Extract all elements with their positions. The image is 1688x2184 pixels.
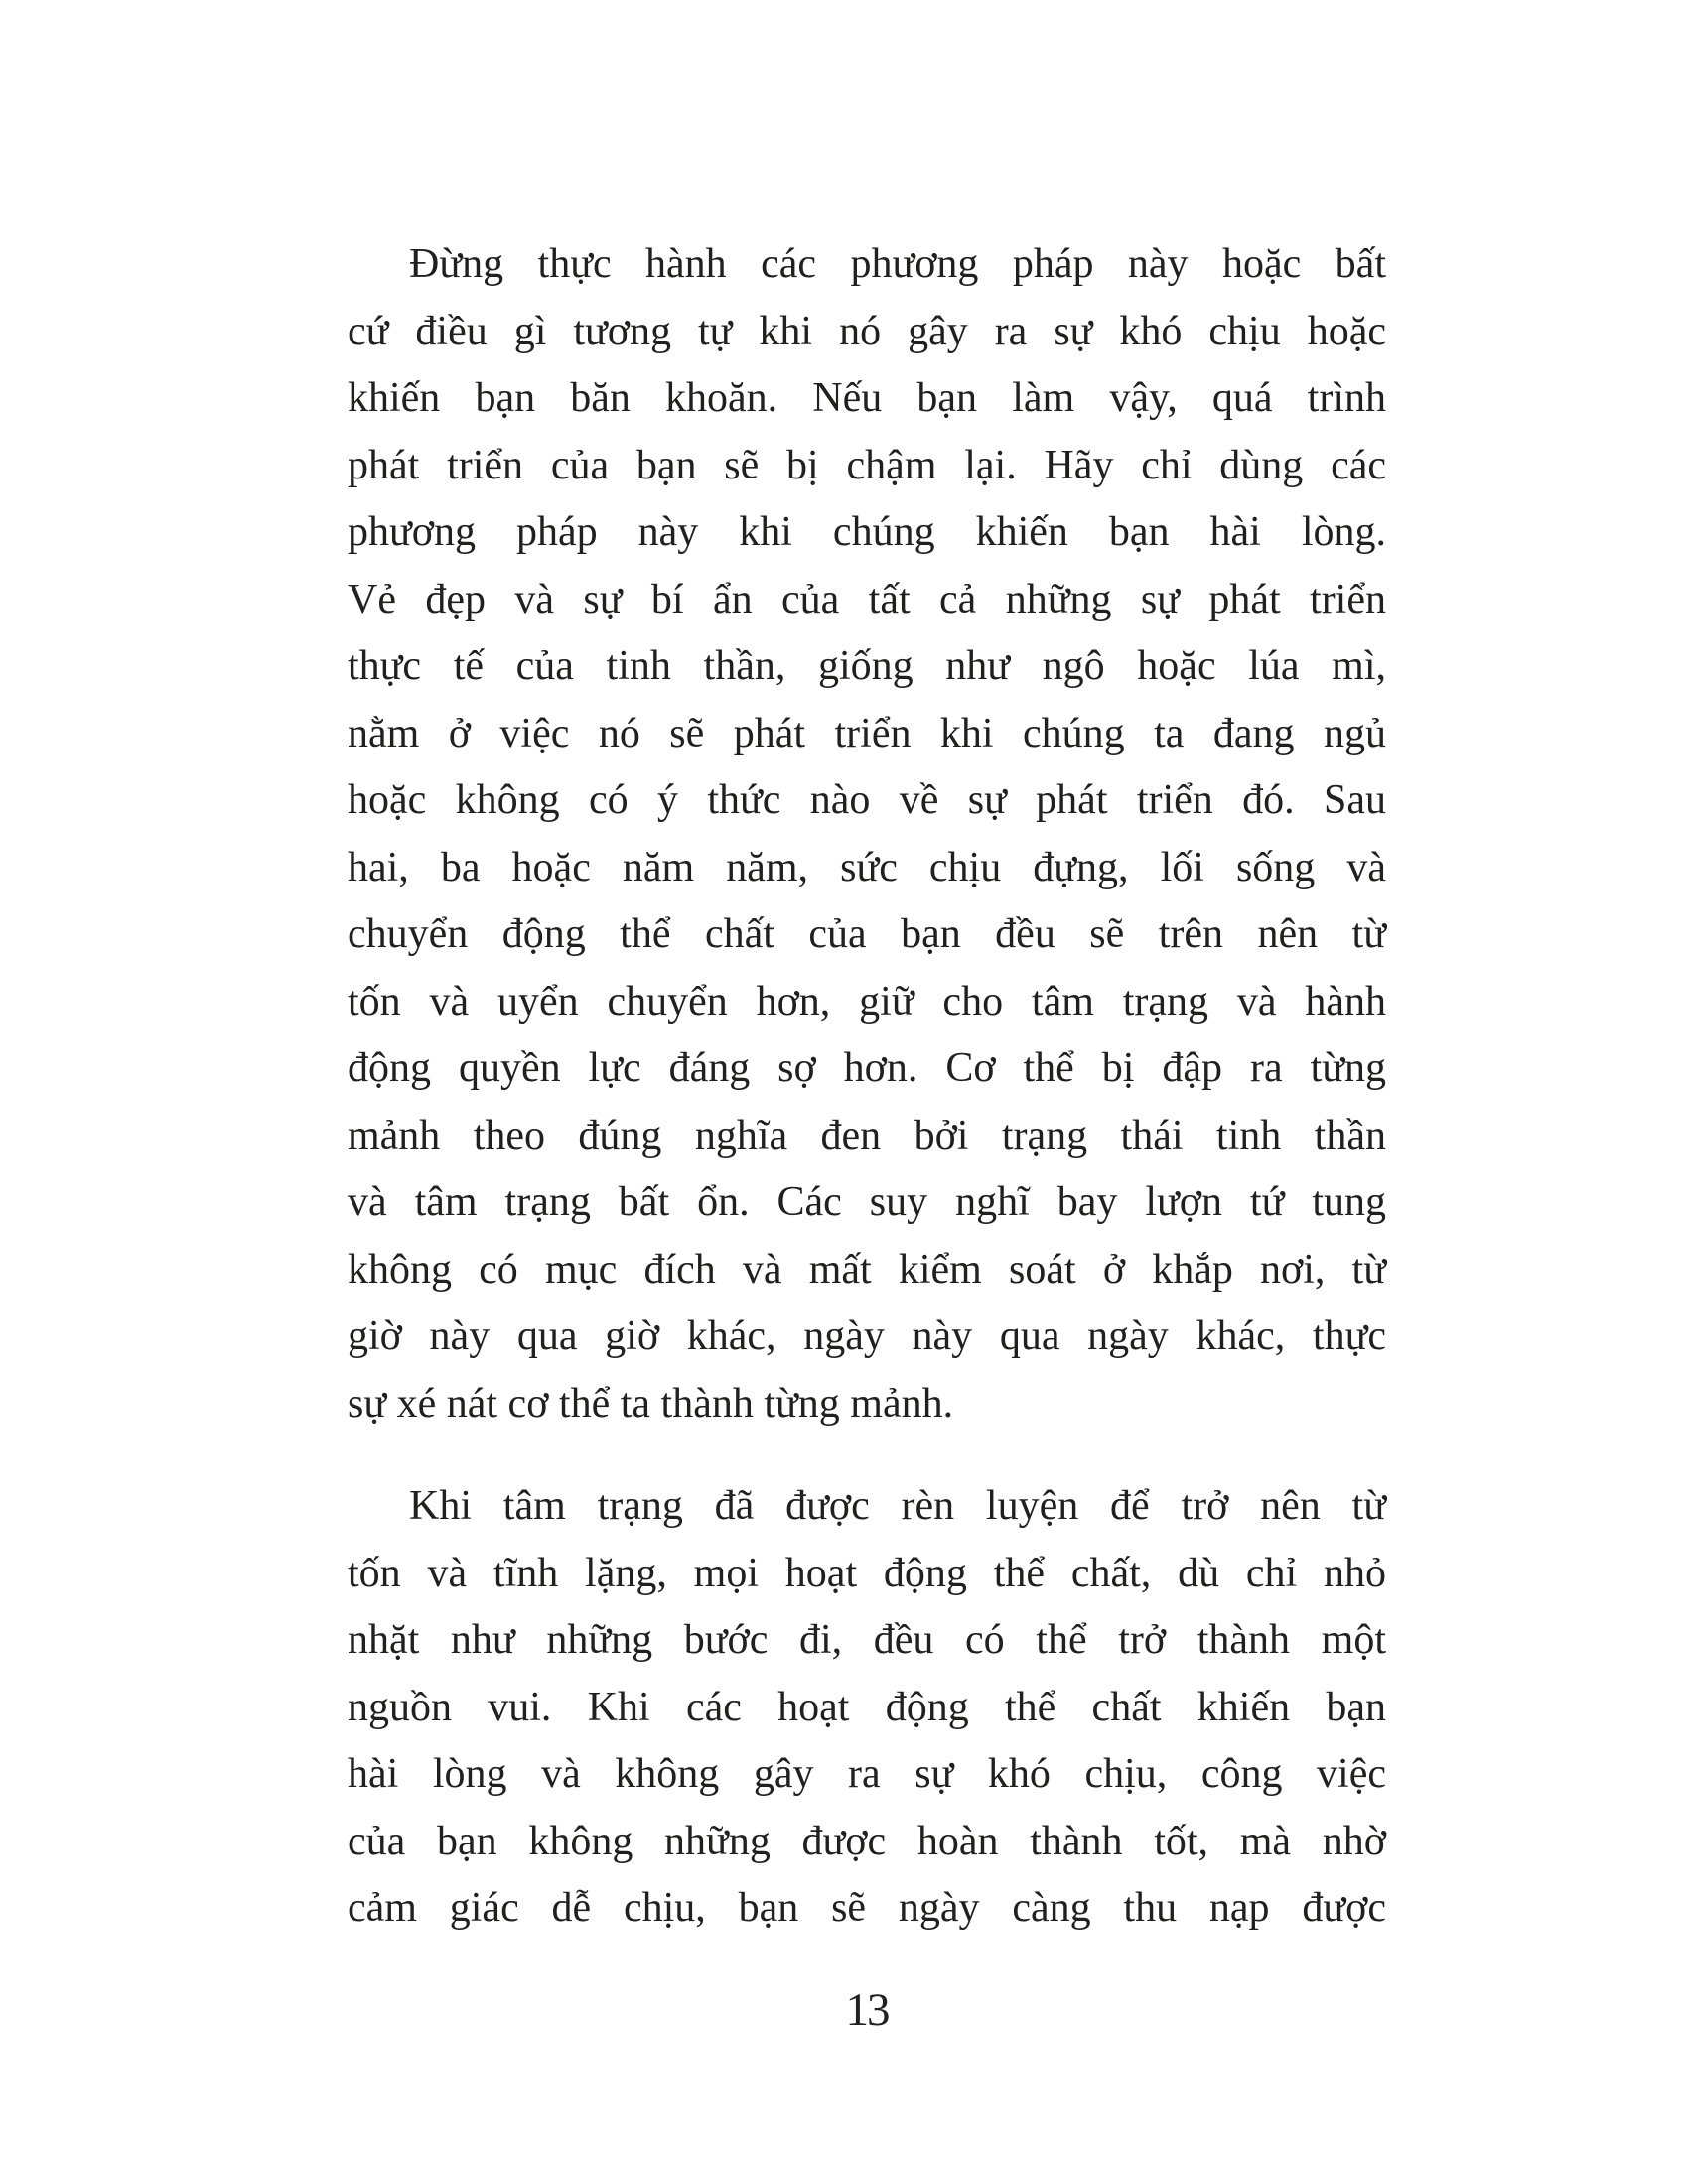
text-line: cứ điều gì tương tự khi nó gây ra sự khó chịu hoặc bbox=[348, 308, 1386, 354]
text-line: Khi tâm trạng đã được rèn luyện để trở nên từ bbox=[409, 1483, 1386, 1529]
text-line: khiến bạn băn khoăn. Nếu bạn làm vậy, quá trình bbox=[348, 375, 1386, 421]
page-number: 13 bbox=[845, 1984, 889, 2036]
paragraph bbox=[348, 231, 1386, 1437]
text-line: tốn và uyển chuyển hơn, giữ cho tâm trạng và hành bbox=[348, 978, 1386, 1024]
text-line: phát triển của bạn sẽ bị chậm lại. Hãy chỉ dùng các bbox=[348, 442, 1386, 488]
paragraph bbox=[348, 1473, 1386, 1943]
text-line: hoặc không có ý thức nào về sự phát triển đó. Sau bbox=[348, 777, 1386, 823]
text-line: động quyền lực đáng sợ hơn. Cơ thể bị đập ra từng bbox=[348, 1045, 1386, 1091]
text-line: cảm giác dễ chịu, bạn sẽ ngày càng thu nạp được bbox=[348, 1885, 1386, 1931]
text-line: hai, ba hoặc năm năm, sức chịu đựng, lối sống và bbox=[348, 844, 1386, 890]
body-text bbox=[348, 231, 1386, 1943]
text-line: nguồn vui. Khi các hoạt động thể chất khiến bạn bbox=[348, 1684, 1386, 1730]
text-line: thực tế của tinh thần, giống như ngô hoặc lúa mì, bbox=[348, 643, 1386, 689]
text-line: Vẻ đẹp và sự bí ẩn của tất cả những sự phát triển bbox=[348, 576, 1386, 622]
text-line: phương pháp này khi chúng khiến bạn hài lòng. bbox=[348, 509, 1386, 555]
text-line: không có mục đích và mất kiểm soát ở khắp nơi, từ bbox=[348, 1246, 1386, 1293]
text-line: và tâm trạng bất ổn. Các suy nghĩ bay lượn tứ tung bbox=[348, 1179, 1386, 1225]
text-line: chuyển động thể chất của bạn đều sẽ trên nên từ bbox=[348, 911, 1386, 957]
text-line: tốn và tĩnh lặng, mọi hoạt động thể chất, dù chỉ nhỏ bbox=[348, 1550, 1386, 1596]
text-line: hài lòng và không gây ra sự khó chịu, công việc bbox=[348, 1751, 1386, 1797]
text-line: Đừng thực hành các phương pháp này hoặc bất bbox=[409, 241, 1386, 287]
text-line: sự xé nát cơ thể ta thành từng mảnh. bbox=[348, 1380, 954, 1427]
text-line: nằm ở việc nó sẽ phát triển khi chúng ta đang ngủ bbox=[348, 710, 1386, 756]
text-line: giờ này qua giờ khác, ngày này qua ngày khác, thực bbox=[348, 1313, 1386, 1359]
text-line: nhặt như những bước đi, đều có thể trở thành một bbox=[348, 1617, 1386, 1663]
text-line: mảnh theo đúng nghĩa đen bởi trạng thái tinh thần bbox=[348, 1112, 1386, 1159]
text-line: của bạn không những được hoàn thành tốt, mà nhờ bbox=[348, 1818, 1386, 1864]
